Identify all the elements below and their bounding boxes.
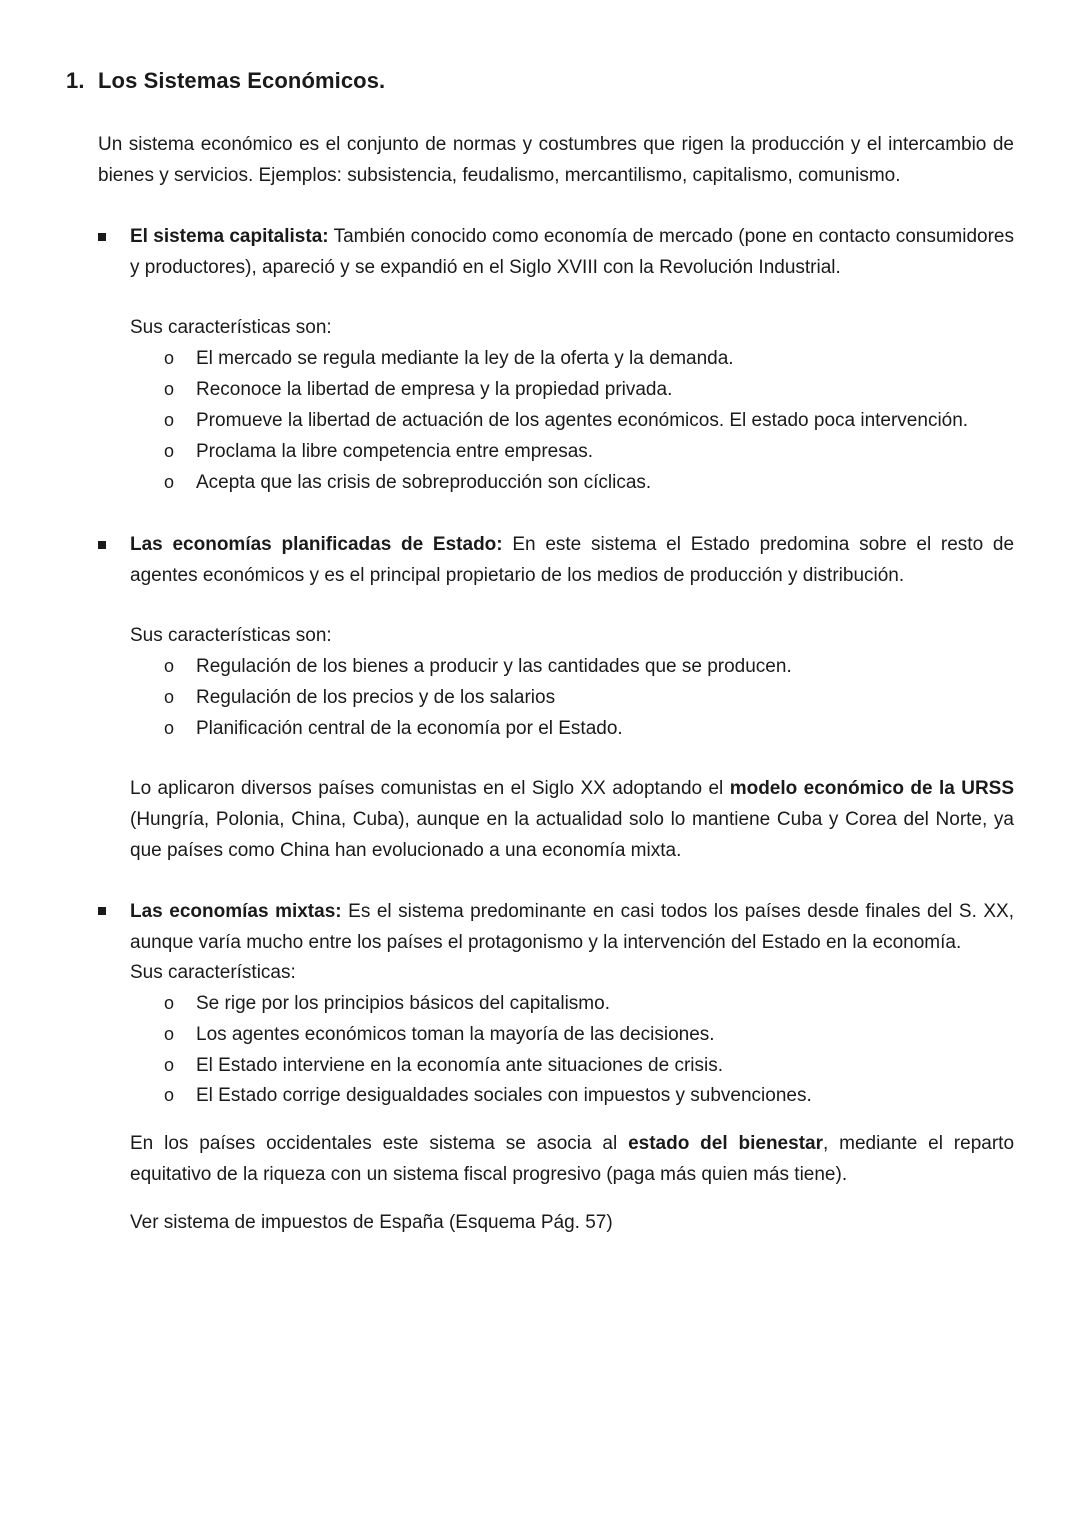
list-item: Acepta que las crisis de sobreproducción son cíclicas. [196,472,652,493]
list-item: Regulación de los bienes a producir y las cantidades que se producen. [196,656,792,677]
planificadas-paragraph [130,529,1014,591]
circle-bullet-icon: o [164,348,175,368]
list-item: Se rige por los principios básicos del capitalismo. [196,993,610,1014]
list-item: Proclama la libre competencia entre empresas. [196,441,594,462]
section-number: 1. [66,68,85,93]
list-item: El mercado se regula mediante la ley de la oferta y la demanda. [196,348,734,369]
mixtas-features-label: Sus características: [130,962,296,983]
page-title [66,68,385,94]
list-item: El Estado corrige desigualdades sociales con impuestos y subvenciones. [196,1085,812,1106]
mixtas-paragraph [130,896,1014,958]
capitalista-features-label: Sus características son: [130,317,332,338]
circle-bullet-icon: o [164,687,175,707]
circle-bullet-icon: o [164,441,175,461]
intro-paragraph: Un sistema económico es el conjunto de normas y costumbres que rigen la producción y el intercambio de bienes y servicios. Ejemplos: subsistencia, feudalismo, mercantilismo, capitalismo, comunismo. [98,134,1014,186]
list-item: Los agentes económicos toman la mayoría de las decisiones. [196,1024,715,1045]
circle-bullet-icon: o [164,379,175,399]
section-title: Los Sistemas Económicos. [98,68,386,93]
circle-bullet-icon: o [164,718,175,738]
mixtas-note [130,1128,1014,1190]
circle-bullet-icon: o [164,993,175,1013]
square-bullet-icon [98,541,106,549]
planificadas-note-bold: modelo económico de la URSS [729,778,1015,799]
planificadas-desc: En este sistema el Estado predomina sobre el resto de agentes económicos y es el principal propietario de los medios de producción y distribución. [130,534,1015,586]
planificadas-note [130,773,1014,866]
circle-bullet-icon: o [164,656,175,676]
mixtas-note-post: , mediante el reparto equitativo de la riqueza con un sistema fiscal progresivo (paga más quien más tiene). [130,1133,1015,1185]
list-item: Reconoce la libertad de empresa y la propiedad privada. [196,379,673,400]
list-item: El Estado interviene en la economía ante situaciones de crisis. [196,1055,724,1076]
capitalista-paragraph [130,221,1014,283]
circle-bullet-icon: o [164,410,175,430]
planificadas-note-pre: Lo aplicaron diversos países comunistas en el Siglo XX adoptando el [130,778,724,799]
planificadas-note-post: (Hungría, Polonia, China, Cuba), aunque en la actualidad solo lo mantiene Cuba y Corea del Norte, ya que países como China han evolucionado a una economía mixta. [130,809,1014,861]
list-item: Promueve la libertad de actuación de los agentes económicos. El estado poca intervención. [196,410,969,431]
list-item: Regulación de los precios y de los salarios [196,687,556,708]
mixtas-term: Las economías mixtas: [130,901,342,922]
mixtas-desc: Es el sistema predominante en casi todos los países desde finales del S. XX, aunque varía mucho entre los países el protagonismo y la intervención del Estado en la economía. [130,901,1015,953]
square-bullet-icon [98,907,106,915]
mixtas-note-bold: estado del bienestar [628,1133,823,1154]
capitalista-term: El sistema capitalista: [130,226,329,247]
planificadas-features-label: Sus características son: [130,625,332,646]
mixtas-note-pre: En los países occidentales este sistema se asocia al [130,1133,618,1154]
circle-bullet-icon: o [164,1024,175,1044]
circle-bullet-icon: o [164,1055,175,1075]
square-bullet-icon [98,233,106,241]
circle-bullet-icon: o [164,1085,175,1105]
list-item: Planificación central de la economía por el Estado. [196,718,623,739]
circle-bullet-icon: o [164,472,175,492]
see-also-note: Ver sistema de impuestos de España (Esquema Pág. 57) [130,1212,613,1233]
capitalista-desc: También conocido como economía de mercado (pone en contacto consumidores y productores), apareció y se expandió en el Siglo XVIII con la Revolución Industrial. [130,226,1014,278]
planificadas-term: Las economías planificadas de Estado: [130,534,503,555]
